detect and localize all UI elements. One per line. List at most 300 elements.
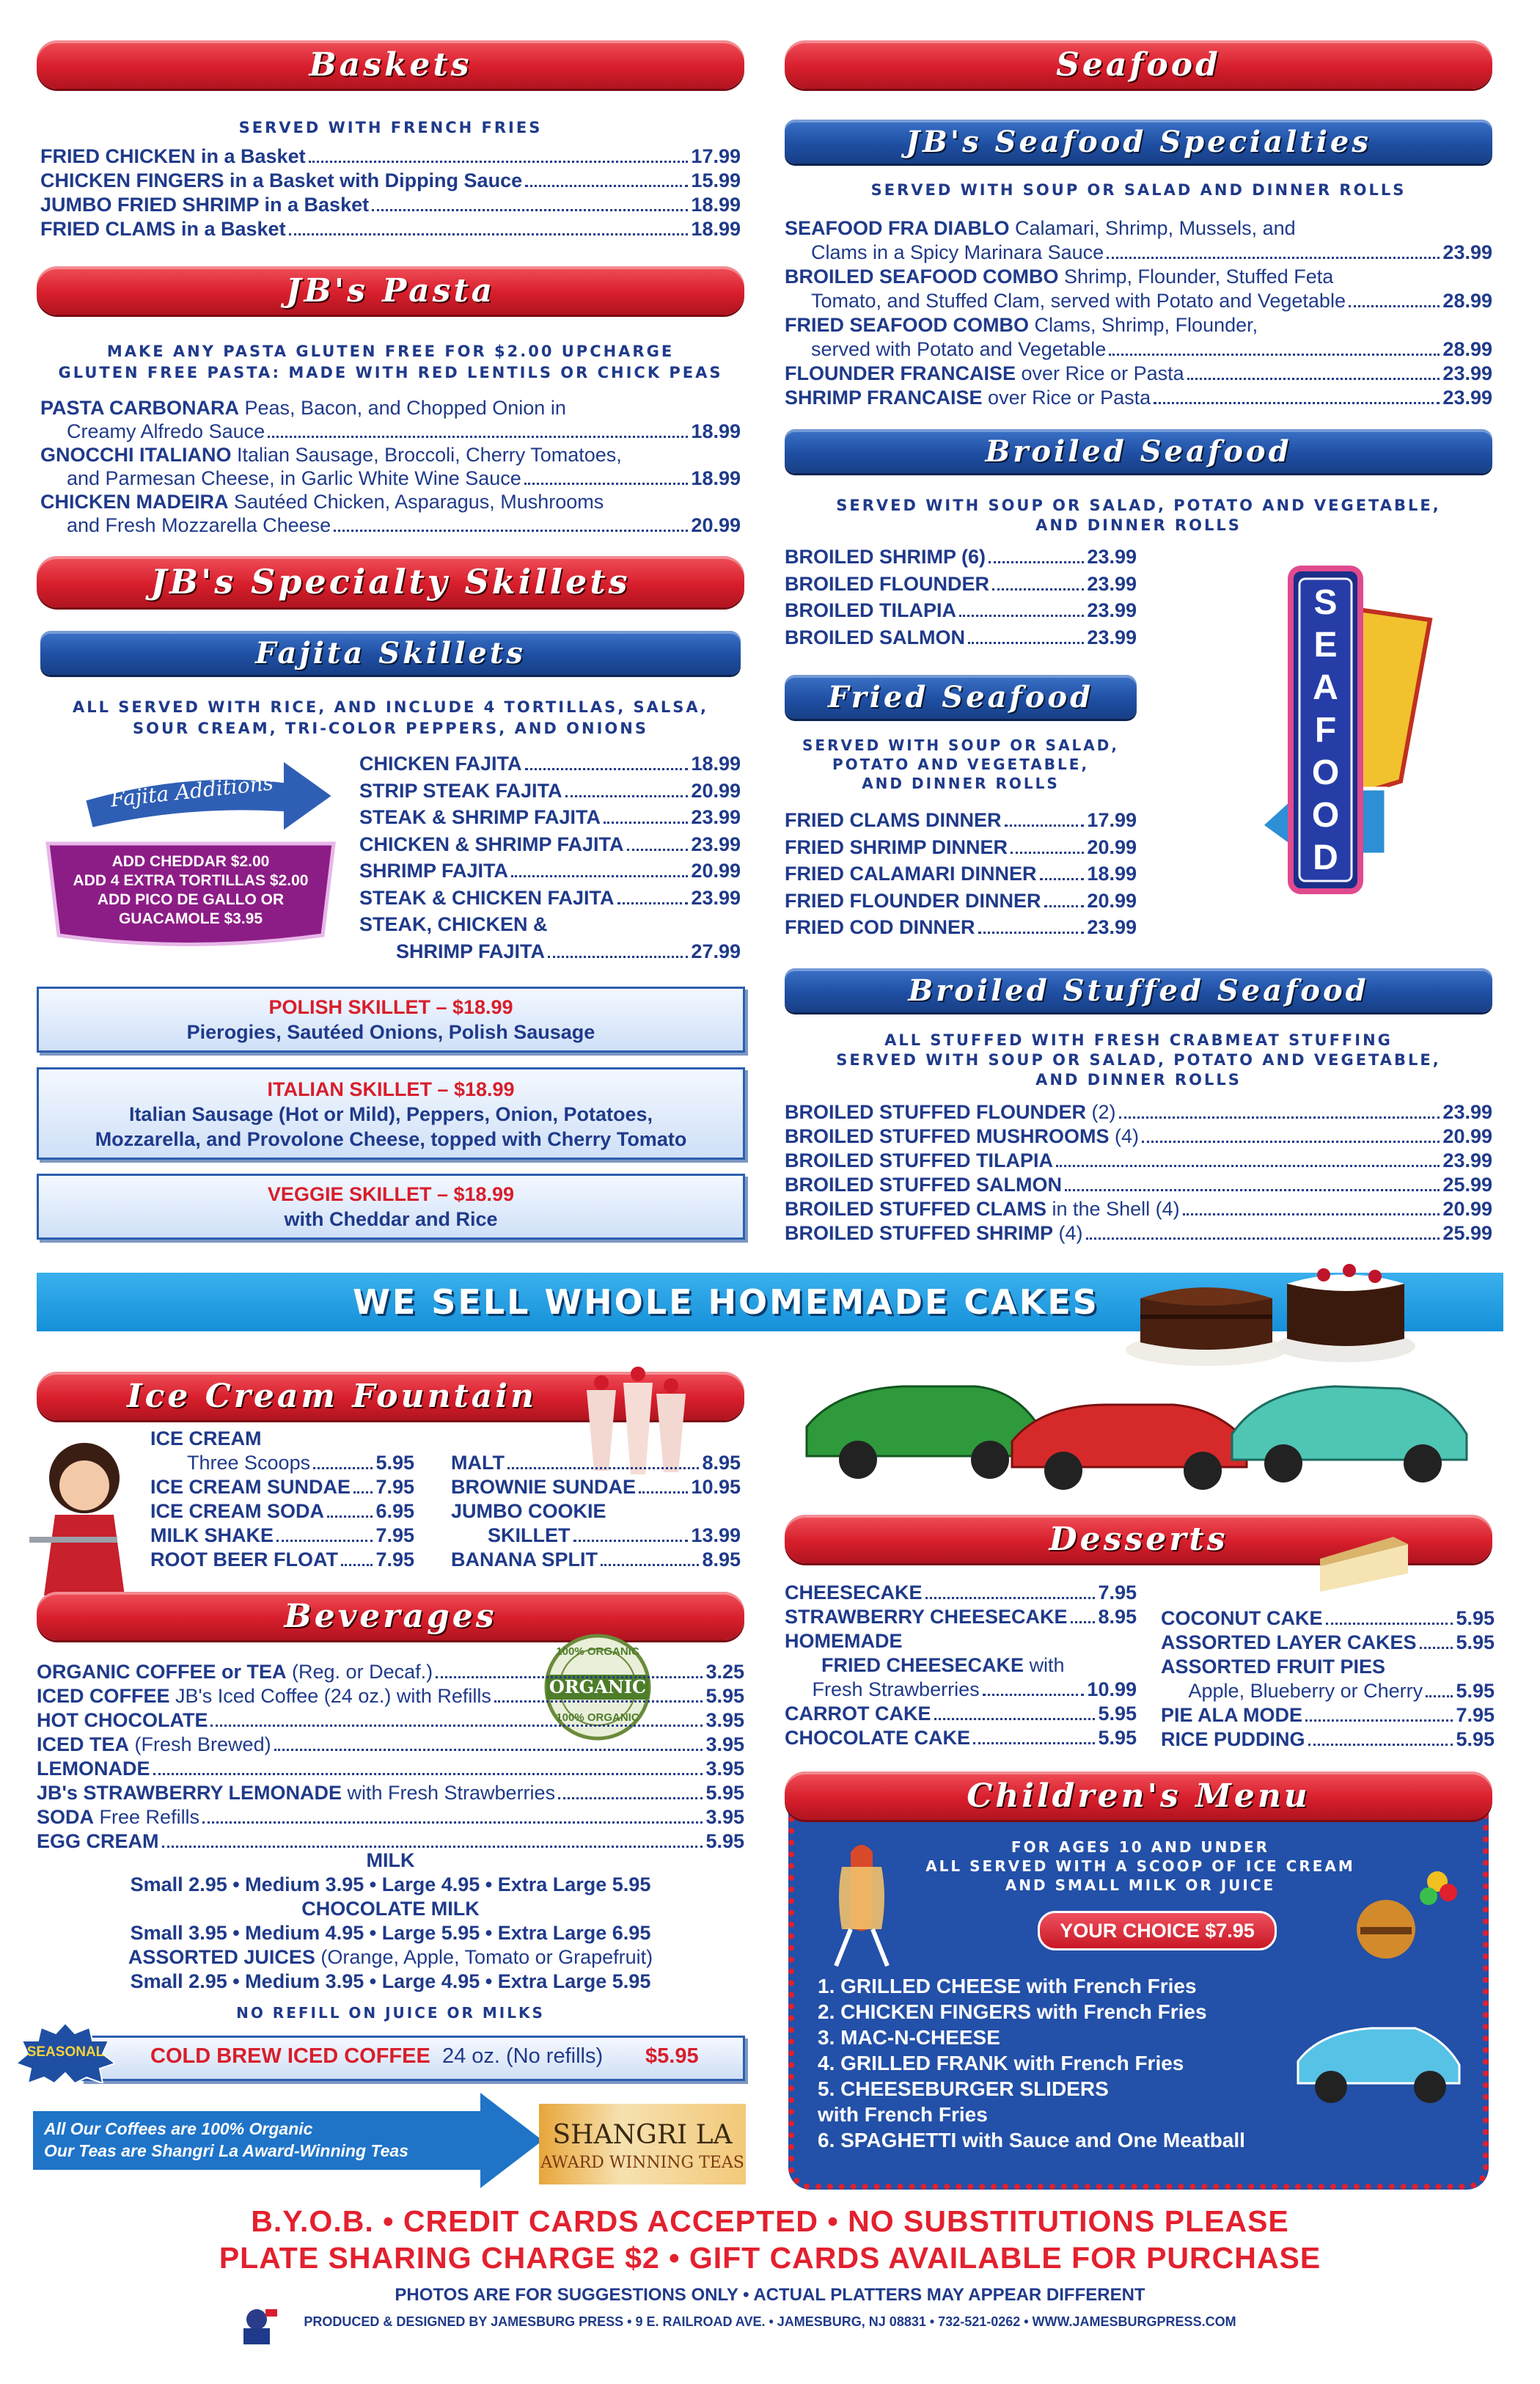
item-desc: Tomato, and Stuffed Clam, served with Potato and Vegetable (811, 290, 1346, 312)
dot-leader (925, 1597, 1096, 1599)
juice-title: ASSORTED JUICES (128, 1946, 315, 1968)
item-price: 5.95 (705, 1782, 744, 1804)
item-name: SKILLET (488, 1524, 571, 1546)
baskets-banner: Baskets (37, 40, 744, 89)
item-name: BROILED STUFFED CLAMS (785, 1198, 1046, 1220)
item-desc: JB's Iced Coffee (24 oz.) with Refills (175, 1685, 491, 1707)
menu-item (785, 915, 1137, 940)
seasonal-badge (16, 2023, 115, 2083)
item-price: 5.95 (1456, 1631, 1495, 1653)
stuffed-subtitle-2: SERVED WITH SOUP OR SALAD, POTATO AND VEGETABLE, (836, 1051, 1441, 1069)
dot-leader (983, 1694, 1085, 1696)
item-name: EGG CREAM (37, 1830, 159, 1852)
item-desc: Creamy Alfredo Sauce (67, 420, 265, 442)
item-name: SHRIMP FAJITA (359, 860, 509, 882)
dot-leader (313, 1467, 373, 1469)
item-name: STEAK & SHRIMP FAJITA (359, 806, 601, 828)
menu-item (785, 1605, 1137, 1629)
menu-item-line (40, 396, 566, 420)
item-price: 17.99 (691, 145, 741, 167)
item-price: 27.99 (691, 940, 741, 962)
item-name: SHRIMP FRANCAISE (785, 387, 983, 409)
dot-leader (1109, 354, 1440, 356)
item-name: Three Scoops (187, 1452, 311, 1474)
menu-item (37, 1708, 744, 1733)
menu-item-line (785, 313, 1258, 337)
menu-item (785, 1149, 1492, 1173)
dot-leader (524, 483, 689, 485)
item-name: CHICKEN FINGERS in a Basket with Dipping Sauce (40, 169, 523, 191)
item-price: 3.95 (705, 1709, 744, 1731)
item-name: PASTA CARBONARA (40, 397, 239, 419)
fajita-subtitle-1: ALL SERVED WITH RICE, AND INCLUDE 4 TORTILLAS, SALSA, (72, 698, 709, 716)
stuffed-subtitle-1: ALL STUFFED WITH FRESH CRABMEAT STUFFING (884, 1031, 1393, 1049)
menu-item (37, 1733, 744, 1757)
dot-leader (153, 1773, 703, 1775)
hotdog-icon (814, 1838, 909, 1970)
children-item: 4. GRILLED FRANK with French Fries (818, 2052, 1184, 2074)
desserts-banner: Desserts (785, 1515, 1492, 1563)
item-name: FRIED CALAMARI DINNER (785, 863, 1037, 885)
pedal-car-image (1291, 1995, 1467, 2113)
item-price: 18.99 (691, 194, 741, 216)
sign-letters (1299, 582, 1352, 880)
item-name: ICED COFFEE (37, 1685, 170, 1707)
veggie-skillet-title: VEGGIE SKILLET – $18.99 (267, 1183, 515, 1205)
item-name: CHOCOLATE CAKE (785, 1727, 970, 1749)
dot-leader (565, 795, 689, 797)
item-desc: served with Potato and Vegetable (811, 338, 1107, 360)
menu-item (67, 513, 741, 538)
menu-item (785, 889, 1137, 913)
menu-item (359, 805, 741, 830)
seasonal-label: SEASONAL (26, 2044, 105, 2060)
dot-leader (268, 436, 688, 438)
item-name: FRIED FLOUNDER DINNER (785, 889, 1041, 912)
hotdog-mascot (814, 1838, 909, 1970)
dot-leader (1308, 1744, 1453, 1746)
dot-leader (1154, 402, 1440, 404)
classic-cars-image (792, 1346, 1474, 1493)
menu-item (40, 145, 741, 169)
broiled-subtitle-2: AND DINNER ROLLS (1035, 516, 1242, 534)
item-price: 23.99 (1087, 599, 1137, 621)
item-name: STEAK & CHICKEN FAJITA (359, 886, 615, 909)
item-name: STEAK, CHICKEN & (359, 913, 548, 935)
item-price: 23.99 (691, 833, 741, 855)
item-price: 7.95 (1456, 1704, 1495, 1726)
menu-item (451, 1475, 741, 1499)
children-subtitle-2: ALL SERVED WITH A SCOOP OF ICE CREAM (925, 1857, 1355, 1875)
italian-skillet-title: ITALIAN SKILLET – $18.99 (267, 1078, 515, 1100)
children-item: 6. SPAGHETTI with Sauce and One Meatball (818, 2129, 1245, 2151)
burger-mascot (1349, 1867, 1459, 1962)
footer-line-2: PLATE SHARING CHARGE $2 • GIFT CARDS AVAILABLE FOR PURCHASE (219, 2241, 1321, 2275)
item-name: COCONUT CAKE (1161, 1607, 1323, 1629)
item-price: 13.99 (691, 1524, 741, 1546)
dot-leader (274, 1749, 703, 1751)
menu-item (150, 1524, 414, 1548)
fried-subtitle-3: AND DINNER ROLLS (862, 775, 1060, 792)
item-name: GNOCCHI ITALIANO (40, 444, 232, 466)
item-name: MILK SHAKE (150, 1524, 274, 1546)
item-price: 8.95 (702, 1452, 741, 1474)
dot-leader (601, 1564, 699, 1566)
item-desc: with Fresh Strawberries (347, 1782, 556, 1804)
organic-arrow (33, 2093, 543, 2188)
item-name: CHICKEN & SHRIMP FAJITA (359, 833, 624, 855)
menu-item (359, 859, 741, 883)
fried-seafood-banner: Fried Seafood (785, 675, 1137, 719)
dot-leader (959, 615, 1084, 617)
cheesecake-icon (1313, 1515, 1415, 1595)
arrow-line-1: All Our Coffees are 100% Organic (44, 2119, 313, 2138)
dot-leader (162, 1846, 703, 1848)
seafood-specialties-banner: JB's Seafood Specialties (785, 120, 1492, 164)
item-name: ICED TEA (37, 1733, 130, 1755)
item-name: JUMBO FRIED SHRIMP in a Basket (40, 194, 370, 216)
menu-item-line (40, 443, 622, 467)
your-choice-badge: YOUR CHOICE $7.95 (1038, 1911, 1277, 1950)
burger-balloons-icon (1349, 1867, 1459, 1962)
item-desc: Apple, Blueberry or Cherry (1188, 1680, 1423, 1702)
menu-item (811, 337, 1492, 362)
item-price: 20.99 (691, 779, 741, 802)
menu-item (785, 1197, 1492, 1221)
item-price: 23.99 (1087, 572, 1137, 595)
menu-item (40, 217, 741, 241)
addition-line: ADD PICO DE GALLO OR (97, 891, 285, 908)
dot-leader (202, 1821, 703, 1824)
pedal-car-icon (1291, 1995, 1467, 2113)
dot-leader (1107, 257, 1440, 259)
dot-leader (210, 1725, 703, 1727)
menu-item (1161, 1727, 1495, 1752)
addition-line: ADD 4 EXTRA TORTILLAS $2.00 (73, 872, 309, 889)
menu-item (807, 1678, 1137, 1702)
item-name: CHEESECAKE (785, 1582, 923, 1604)
addition-line: GUACAMOLE $3.95 (118, 910, 263, 927)
menu-item (359, 833, 741, 857)
menu-item (359, 752, 741, 776)
item-price: 25.99 (1442, 1222, 1492, 1244)
item-name: BROILED SEAFOOD COMBO (785, 266, 1059, 288)
dot-leader (1326, 1623, 1453, 1625)
menu-item (785, 1581, 1137, 1605)
menu-item (785, 1100, 1492, 1125)
dot-leader (1011, 852, 1084, 854)
item-price: 18.99 (691, 467, 741, 489)
menu-item (40, 193, 741, 217)
dot-leader (1305, 1719, 1453, 1722)
item-desc: with (1029, 1654, 1065, 1676)
polish-skillet-title: POLISH SKILLET – $18.99 (268, 996, 513, 1018)
item-desc: (4) (1115, 1125, 1140, 1147)
item-name: ROOT BEER FLOAT (150, 1548, 338, 1571)
dot-leader (309, 161, 689, 163)
item-name: FRIED CLAMS DINNER (785, 809, 1002, 831)
menu-item (150, 1499, 414, 1524)
item-price: 23.99 (1442, 241, 1492, 263)
cold-brew-name: COLD BREW ICED COFFEE (150, 2044, 430, 2068)
item-desc: Shrimp, Flounder, Stuffed Feta (1064, 266, 1334, 288)
organic-badge-label: ORGANIC (549, 1676, 647, 1697)
cakes-banner-text: WE SELL WHOLE HOMEMADE CAKES (353, 1282, 1099, 1322)
menu-item (785, 836, 1137, 860)
item-name: BROILED FLOUNDER (785, 572, 989, 595)
item-name: ICE CREAM (150, 1427, 262, 1449)
item-price: 20.99 (691, 514, 741, 536)
organic-ring-top: 100% ORGANIC (556, 1645, 639, 1658)
dot-leader (372, 209, 688, 211)
dot-leader (334, 530, 688, 532)
item-name: BROILED STUFFED FLOUNDER (785, 1101, 1086, 1123)
item-name: RICE PUDDING (1161, 1728, 1305, 1750)
fried-subtitle-1: SERVED WITH SOUP OR SALAD, (802, 736, 1119, 754)
item-desc: in the Shell (4) (1052, 1198, 1180, 1220)
item-price: 5.95 (705, 1685, 744, 1707)
cold-brew-price: $5.95 (645, 2044, 699, 2068)
item-price: 8.95 (1098, 1606, 1137, 1628)
item-name: BROILED SHRIMP (6) (785, 546, 986, 568)
item-price: 3.95 (705, 1758, 744, 1780)
item-name: FLOUNDER FRANCAISE (785, 362, 1016, 384)
menu-item (785, 1702, 1137, 1726)
item-name: BROILED STUFFED SHRIMP (785, 1222, 1054, 1244)
menu-item (37, 1805, 744, 1829)
dot-leader (327, 1515, 373, 1518)
item-desc: Clams, Shrimp, Flounder, (1034, 314, 1258, 336)
menu-item (785, 1173, 1492, 1197)
dot-leader (436, 1676, 703, 1678)
item-price: 5.95 (1456, 1607, 1495, 1629)
item-desc: Clams in a Spicy Marinara Sauce (811, 241, 1104, 263)
waitress-icon (22, 1427, 143, 1595)
fried-subtitle-2: POTATO AND VEGETABLE, (832, 756, 1090, 773)
menu-item (1161, 1655, 1495, 1679)
item-price: 23.99 (1087, 546, 1137, 568)
item-name: PIE ALA MODE (1161, 1704, 1303, 1726)
menu-item (821, 1653, 1137, 1678)
no-refill-note: NO REFILL ON JUICE OR MILKS (236, 2004, 545, 2022)
menu-item (785, 862, 1137, 886)
dot-leader (558, 1797, 703, 1799)
item-name: FRIED COD DINNER (785, 916, 975, 938)
arrow-right-icon (33, 2093, 543, 2188)
dot-leader (1420, 1647, 1453, 1649)
cold-brew-desc: 24 oz. (No refills) (441, 2044, 604, 2068)
footer-line-1: B.Y.O.B. • CREDIT CARDS ACCEPTED • NO SUBSTITUTIONS PLEASE (251, 2204, 1289, 2238)
fajita-banner: Fajita Skillets (40, 631, 741, 675)
item-desc: Calamari, Shrimp, Mussels, and (1015, 217, 1296, 239)
item-name: BROILED TILAPIA (785, 599, 956, 621)
skillets-banner: JB's Specialty Skillets (37, 556, 744, 607)
menu-item (359, 886, 741, 910)
item-price: 7.95 (1098, 1582, 1137, 1604)
item-price: 5.95 (1456, 1680, 1495, 1702)
polish-skillet-box (37, 987, 745, 1053)
ice-cream-banner: Ice Cream Fountain (37, 1372, 744, 1420)
menu-item (150, 1475, 414, 1499)
item-price: 23.99 (1087, 626, 1137, 648)
item-name: STRIP STEAK FAJITA (359, 779, 562, 802)
italian-skillet-box (37, 1067, 745, 1160)
item-name: BROILED STUFFED SALMON (785, 1174, 1062, 1196)
item-desc: over Rice or Pasta (988, 387, 1151, 409)
item-name: BROILED STUFFED TILAPIA (785, 1149, 1053, 1171)
item-desc: Peas, Bacon, and Chopped Onion in (244, 397, 566, 419)
menu-item (396, 940, 741, 964)
menu-item (811, 289, 1492, 313)
dot-leader (1044, 905, 1085, 907)
item-name: ICE CREAM SODA (150, 1500, 325, 1522)
sign-letter: O (1311, 796, 1340, 835)
dot-leader (989, 561, 1084, 563)
children-item: 1. GRILLED CHEESE with French Fries (818, 1975, 1197, 1997)
pasta-banner: JB's Pasta (37, 266, 744, 315)
item-price: 23.99 (1442, 387, 1492, 409)
item-name: STRAWBERRY CHEESECAKE (785, 1606, 1068, 1628)
dot-leader (289, 233, 689, 235)
sign-letter: D (1313, 838, 1338, 877)
choc-milk-title: CHOCOLATE MILK (301, 1898, 480, 1920)
dot-leader (1005, 824, 1085, 827)
dot-leader (1142, 1141, 1440, 1143)
item-desc: Fresh Strawberries (812, 1678, 980, 1700)
milk-sizes: Small 2.95 • Medium 3.95 • Large 4.95 • Extra Large 5.95 (130, 1873, 651, 1895)
juice-title-line (37, 1945, 744, 1970)
item-price: 23.99 (1442, 1101, 1492, 1123)
item-price: 25.99 (1442, 1174, 1492, 1196)
juice-sizes: Small 2.95 • Medium 3.95 • Large 4.95 • Extra Large 5.95 (130, 1970, 651, 1992)
sign-letter: A (1313, 668, 1338, 707)
childrens-menu-banner: Children's Menu (785, 1771, 1492, 1820)
dot-leader (573, 1540, 689, 1542)
menu-item (359, 913, 741, 937)
menu-item (785, 626, 1137, 650)
dot-leader (511, 875, 688, 877)
menu-item (187, 1451, 414, 1475)
item-price: 20.99 (1087, 836, 1137, 858)
item-price: 7.95 (375, 1476, 414, 1498)
milk-title: MILK (366, 1849, 415, 1871)
shangri-la-sub: AWARD WINNING TEAS (540, 2154, 744, 2172)
menu-item (488, 1524, 741, 1548)
menu-item (37, 1660, 744, 1684)
item-desc: Italian Sausage, Broccoli, Cherry Tomatoes, (237, 444, 622, 466)
menu-item (811, 241, 1492, 265)
item-price: 7.95 (375, 1548, 414, 1571)
item-name: SEAFOOD FRA DIABLO (785, 217, 1010, 239)
item-desc: and Fresh Mozzarella Cheese (67, 514, 331, 536)
menu-item (785, 362, 1492, 386)
additions-title: Fajita Additions (109, 770, 275, 812)
dot-leader (934, 1718, 1096, 1720)
menu-item (40, 169, 741, 193)
item-price: 23.99 (691, 886, 741, 909)
item-desc: Sautéed Chicken, Asparagus, Mushrooms (234, 491, 604, 513)
item-price: 18.99 (1087, 863, 1137, 885)
menu-item (1161, 1631, 1495, 1655)
item-price: 3.95 (705, 1733, 744, 1755)
dot-leader (494, 1700, 703, 1703)
item-name: BROILED STUFFED MUSHROOMS (785, 1125, 1110, 1147)
item-desc: (Fresh Brewed) (134, 1733, 271, 1755)
item-price: 20.99 (691, 860, 741, 882)
dot-leader (1071, 1621, 1096, 1623)
dot-leader (341, 1564, 373, 1566)
menu-item (785, 545, 1137, 569)
menu-item (785, 599, 1137, 623)
menu-item (451, 1451, 741, 1475)
item-name: ASSORTED LAYER CAKES (1161, 1631, 1417, 1653)
item-name: MALT (451, 1452, 505, 1474)
dot-leader (548, 956, 688, 958)
item-price: 10.95 (691, 1476, 741, 1498)
dot-leader (1187, 378, 1440, 380)
children-subtitle-3: AND SMALL MILK OR JUICE (1005, 1876, 1276, 1894)
item-price: 5.95 (1456, 1728, 1495, 1750)
classic-cars-icon (792, 1346, 1474, 1493)
sign-letter: F (1314, 711, 1337, 750)
item-price: 28.99 (1442, 290, 1492, 312)
item-name: SHRIMP FAJITA (396, 940, 546, 962)
item-name: ICE CREAM SUNDAE (150, 1476, 351, 1498)
item-name: ORGANIC COFFEE or TEA (37, 1661, 287, 1683)
stuffed-subtitle-3: AND DINNER ROLLS (1035, 1071, 1242, 1089)
footer-line-4: PRODUCED & DESIGNED BY JAMESBURG PRESS • 9 E. RAILROAD AVE. • JAMESBURG, NJ 08831 • 732-521-0262 • WWW.JAMESBURGPRESS.COM (304, 2314, 1236, 2329)
item-price: 8.95 (702, 1548, 741, 1571)
menu-item (67, 467, 741, 491)
dot-leader (353, 1491, 373, 1493)
item-price: 28.99 (1442, 338, 1492, 360)
item-desc: over Rice or Pasta (1021, 362, 1184, 384)
juice-desc: (Orange, Apple, Tomato or Grapefruit) (320, 1946, 653, 1968)
menu-item (150, 1427, 414, 1451)
item-price: 23.99 (1442, 1149, 1492, 1171)
dot-leader (627, 849, 689, 851)
item-price: 5.95 (1098, 1703, 1137, 1725)
menu-item-line (785, 216, 1296, 241)
sign-letter: O (1311, 753, 1340, 792)
item-price: 18.99 (691, 753, 741, 775)
dot-leader (992, 588, 1084, 590)
dot-leader (639, 1491, 688, 1493)
dot-leader (1349, 305, 1440, 307)
item-price: 5.95 (705, 1830, 744, 1852)
organic-ring-bottom: 100% ORGANIC (556, 1711, 639, 1724)
dot-leader (973, 1742, 1095, 1744)
item-price: 17.99 (1087, 809, 1137, 831)
menu-item (785, 386, 1492, 410)
fajita-additions-sign (40, 741, 348, 954)
arrow-line-2: Our Teas are Shangri La Award-Winning Teas (44, 2141, 408, 2160)
item-price: 18.99 (691, 420, 741, 442)
menu-item-line (40, 490, 604, 514)
item-price: 5.95 (375, 1452, 414, 1474)
choc-milk-sizes: Small 3.95 • Medium 4.95 • Large 5.95 • Extra Large 6.95 (130, 1922, 651, 1944)
sign-letter: E (1313, 626, 1338, 665)
dot-leader (968, 642, 1084, 644)
children-item: 2. CHICKEN FINGERS with French Fries (818, 2000, 1207, 2023)
item-price: 7.95 (375, 1524, 414, 1546)
broiled-subtitle-1: SERVED WITH SOUP OR SALAD, POTATO AND VEGETABLE, (836, 497, 1441, 514)
item-name: FRIED CHICKEN in a Basket (40, 145, 306, 167)
dot-leader (276, 1540, 373, 1542)
item-desc: Free Refills (99, 1806, 200, 1828)
menu-item (37, 1781, 744, 1805)
children-item: with French Fries (818, 2103, 988, 2126)
